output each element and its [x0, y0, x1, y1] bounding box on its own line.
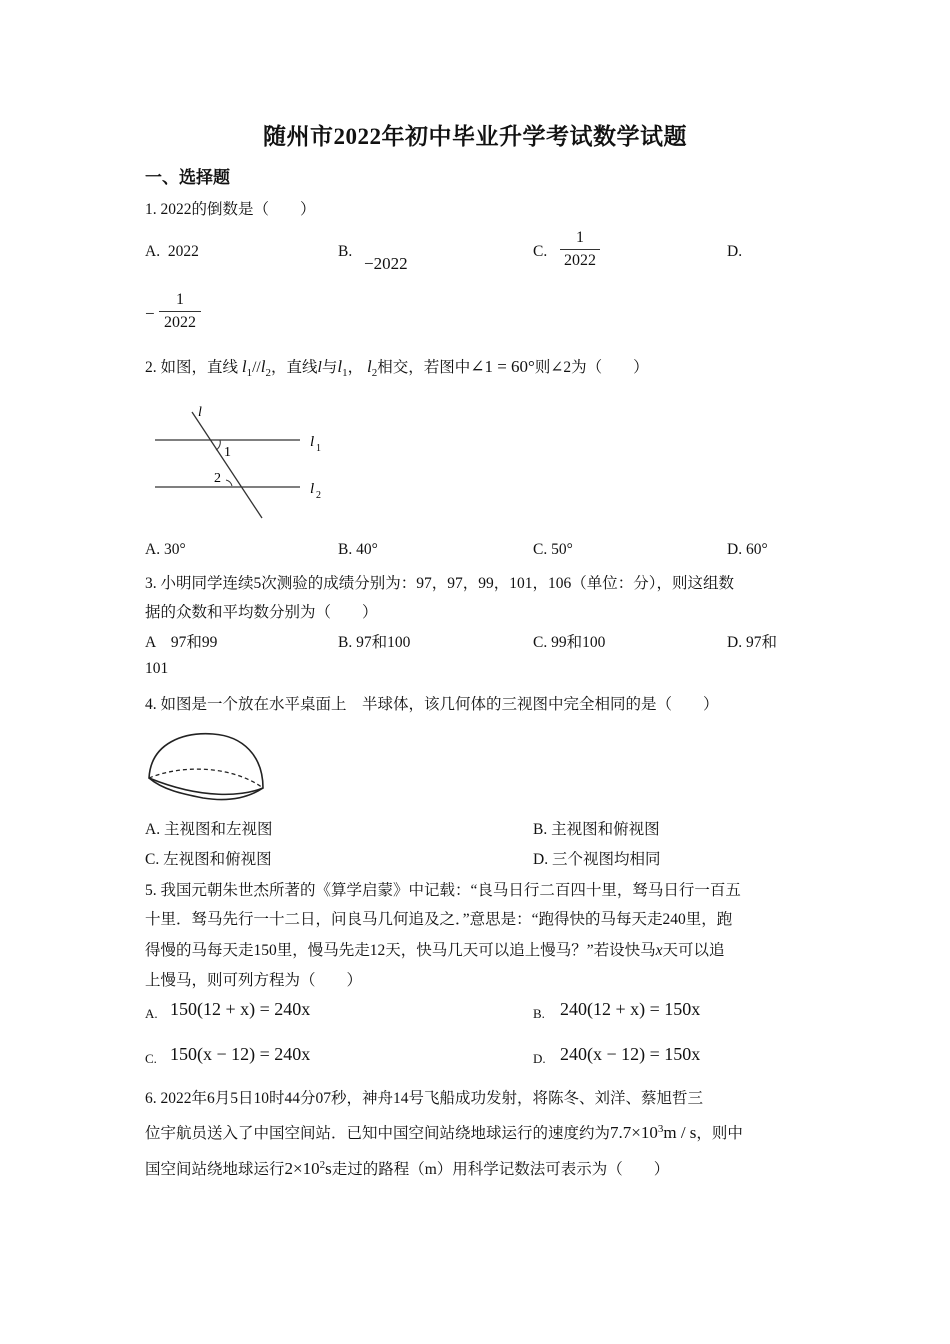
- q5-option-c-label: C.: [145, 1051, 157, 1066]
- q3-option-c: C. 99和100: [533, 634, 606, 651]
- q5-option-b-label: B.: [533, 1006, 545, 1021]
- section-heading: 一、选择题: [145, 168, 230, 187]
- q1-option-b-label: B.: [338, 243, 353, 260]
- q1-option-d-label: D.: [727, 243, 743, 260]
- angle-2-arc: [226, 480, 232, 486]
- q5-stem-line1: 5. 我国元朝朱世杰所著的《算学启蒙》中记载：“良马日行二百四十里，驽马日行一百五: [145, 882, 741, 899]
- q5-option-c-expr: 150(x − 12) = 240x: [170, 1044, 311, 1064]
- fig-label-l1: l: [310, 434, 315, 450]
- hemisphere-base-hidden: [149, 769, 263, 788]
- q1-option-a: A. 2022: [145, 243, 199, 260]
- q2-option-b: B. 40°: [338, 541, 378, 558]
- q3-option-a: A 97和99: [145, 634, 218, 651]
- q3-stem-line2: 据的众数和平均数分别为（ ）: [145, 604, 378, 621]
- q3-option-b: B. 97和100: [338, 634, 411, 651]
- q4-option-a: A. 主视图和左视图: [145, 821, 273, 838]
- q4-stem: 4. 如图是一个放在水平桌面上 半球体，该几何体的三视图中完全相同的是（ ）: [145, 696, 719, 713]
- q1-option-d-fraction: 1 2022: [159, 290, 201, 333]
- q4-option-d: D. 三个视图均相同: [533, 851, 661, 868]
- hemisphere-outline: [149, 734, 263, 795]
- q4-hemisphere-figure: [143, 728, 268, 808]
- q5-option-a-label: A.: [145, 1006, 158, 1021]
- page-title: 随州市2022年初中毕业升学考试数学试题: [263, 124, 687, 149]
- q6-stem-line2: 位宇航员送入了中国空间站．已知中国空间站绕地球运行的速度约为$7.7\times 10^3m / s$，则中: [145, 1122, 743, 1142]
- q4-option-c: C. 左视图和俯视图: [145, 851, 272, 868]
- q1-stem: 1. 2022的倒数是（ ）: [145, 201, 316, 218]
- q2-stem: 2. 如图，直线 $l_1//l_2$，直线l与$l_1$， $l_2$相交，若图中∠1 = 60°则∠2为（ ）: [145, 357, 649, 380]
- q6-stem-line1: 6. 2022年6月5日10时44分07秒，神舟14号飞船成功发射，将陈冬、刘洋、蔡旭哲三: [145, 1090, 704, 1107]
- transversal-l: [192, 412, 262, 518]
- q4-option-b: B. 主视图和俯视图: [533, 821, 660, 838]
- fig-label-2: 2: [214, 471, 221, 486]
- q3-option-d-continued: 101: [145, 660, 169, 677]
- fig-label-l1-sub: 1: [316, 443, 321, 454]
- q5-stem-line4: 上慢马，则可列方程为（ ）: [145, 972, 363, 989]
- q5-option-d-label: D.: [533, 1051, 546, 1066]
- q2-option-d: D. 60°: [727, 541, 768, 558]
- q1-option-b-value: −2022: [364, 254, 408, 273]
- q5-stem-line3: 得慢的马每天走150里，慢马先走12天，快马几天可以追上慢马？”若设快马x天可以追: [145, 942, 725, 959]
- fig-label-l2: l: [310, 481, 315, 497]
- q1-option-c-fraction: 1 2022: [560, 228, 600, 271]
- fig-label-l2-sub: 2: [316, 490, 321, 501]
- q5-option-b-expr: 240(12 + x) = 150x: [560, 999, 701, 1019]
- q2-option-c: C. 50°: [533, 541, 573, 558]
- q2-option-a: A. 30°: [145, 541, 186, 558]
- q3-stem-line1: 3. 小明同学连续5次测验的成绩分别为：97，97，99，101，106（单位：分），则这组数: [145, 575, 735, 592]
- q1-option-d-sign: −: [145, 304, 155, 323]
- q5-option-d-expr: 240(x − 12) = 150x: [560, 1044, 701, 1064]
- q5-stem-line2: 十里．驽马先行一十二日，问良马几何追及之．”意思是：“跑得快的马每天走240里，跑: [145, 911, 733, 928]
- q2-parallel-lines-figure: [150, 400, 350, 525]
- fig-label-l: l: [198, 405, 202, 420]
- hemisphere-base-front: [149, 778, 263, 800]
- q3-option-d: D. 97和: [727, 634, 777, 651]
- q1-option-c-label: C.: [533, 243, 548, 260]
- q5-option-a-expr: 150(12 + x) = 240x: [170, 999, 311, 1019]
- q6-stem-line3: 国空间站绕地球运行$2\times 10^2s$走过的路程（m）用科学记数法可表示为（ ）: [145, 1158, 670, 1178]
- fig-label-1: 1: [224, 445, 231, 460]
